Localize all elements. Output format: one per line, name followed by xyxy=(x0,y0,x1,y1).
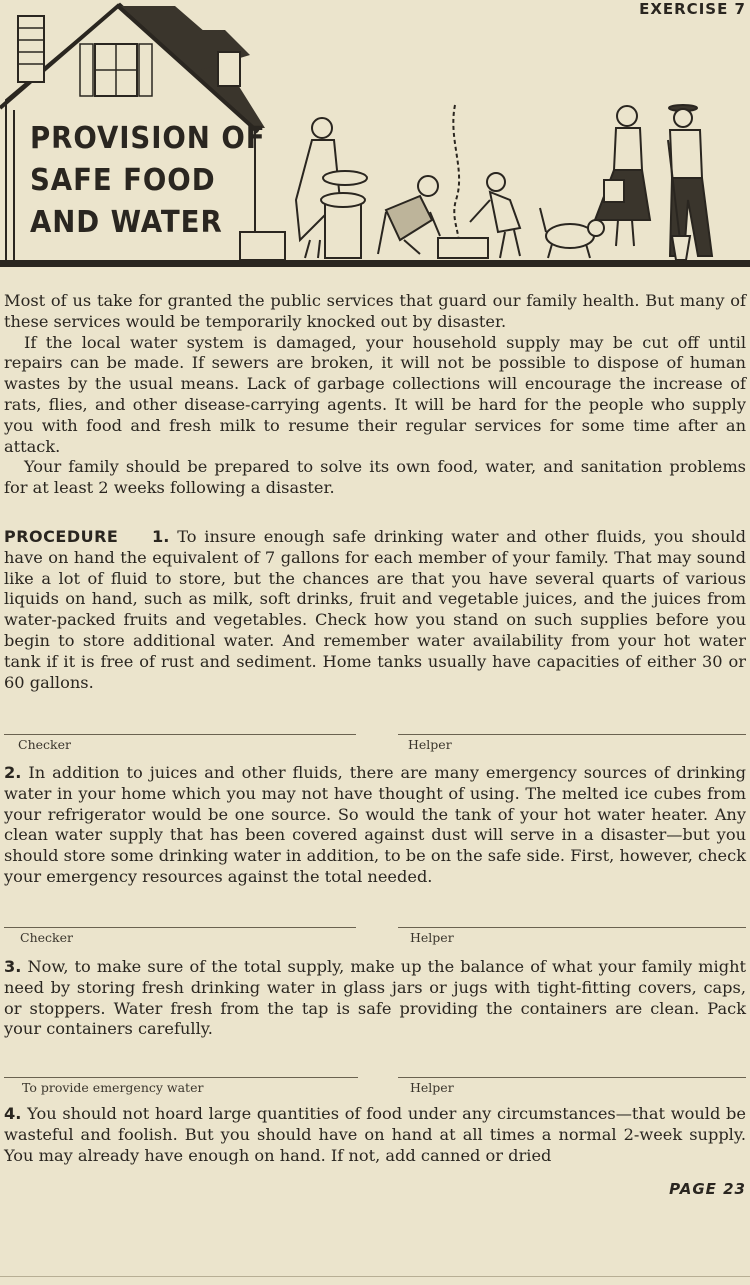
helper-signature-line[interactable] xyxy=(398,927,746,947)
signature-label: Checker xyxy=(20,930,73,945)
helper-signature-line[interactable] xyxy=(398,1077,746,1097)
smoke xyxy=(453,105,459,250)
procedure-step-2 xyxy=(4,763,746,888)
ground-rule xyxy=(0,260,750,267)
signature-label: Helper xyxy=(408,737,452,752)
shutter-right xyxy=(139,44,152,96)
title-line: AND WATER xyxy=(30,205,223,240)
exercise-title xyxy=(30,118,266,244)
step-1-rest: of your family. That may sound like a lot of fluid to store, but the chances are that you have several quarts of various liquids on hand, such as milk, soft drinks, fruit and vegetable juices, and the juices from water-packed fruits and vegetables. Check how you stand on such supplies before you begin to store additional water. And remember water availability from your hot water tank if it is free of rust and sediment. Home tanks usually have capacities of either 30 or 60 gallons. xyxy=(4,547,747,692)
signature-label: Helper xyxy=(410,1080,454,1095)
step-2-text: In addition to juices and other fluids, there are many emergency sources of drinking water in your home which you may not have thought of using. The melted ice cubes from your refrigerator would be one source. So would the tank of your hot water heater. Any clean water supply that has been covered against dust will serve in a disaster—but you should store some drinking water in addition, to be on the safe side. First, however, check your emergency resources against the total needed. xyxy=(4,763,746,886)
step-number: 2. xyxy=(4,763,22,782)
chimney xyxy=(18,16,44,82)
campfire-bricks xyxy=(438,238,488,258)
checker-signature-line[interactable] xyxy=(4,734,356,754)
dog xyxy=(540,208,604,258)
emergency-water-signature-line[interactable] xyxy=(4,1077,358,1097)
procedure-step-4 xyxy=(4,1104,746,1166)
procedure-step-3 xyxy=(4,957,746,1040)
woman-with-garbage-can xyxy=(296,118,367,258)
step-number: 4. xyxy=(4,1104,22,1123)
intro-paragraph: If the local water system is damaged, your household supply may be cut off until repairs can be made. If sewers are broken, it will not be possible to dispose of human wastes by the usual means. Lack of garbage collections will encourage the increase of rats, flies, and other disease-carrying agents. It will be hard for the people who supply you with food and fresh milk to resume their regular services for some time after an attack. xyxy=(4,332,746,456)
step-number: 1. xyxy=(151,527,170,546)
exercise-label: EXERCISE 7 xyxy=(639,0,746,18)
step-1-first: To insure enough safe drinking water and other fluids, you should have on hand the equivalent of 7 gallons for each member xyxy=(4,527,746,567)
title-line: SAFE FOOD xyxy=(30,163,216,198)
step-4-text: You should not hoard large quantities of food under any circumstances—that would be wasteful and foolish. But you should have on hand at all times a normal 2-week supply. You may already have enough on hand. If not, add canned or dried xyxy=(4,1104,746,1165)
page-number: PAGE 23 xyxy=(669,1180,746,1198)
bottom-divider xyxy=(0,1276,750,1277)
step-number: 3. xyxy=(4,957,22,976)
man-with-shovel xyxy=(668,105,712,260)
shutter-left xyxy=(80,44,93,96)
signature-label: To provide emergency water xyxy=(22,1080,204,1095)
title-line: PROVISION OF xyxy=(30,121,266,156)
procedure-label: PROCEDURE xyxy=(4,527,119,546)
checker-signature-line[interactable] xyxy=(4,927,356,947)
signature-label: Checker xyxy=(18,737,71,752)
intro-paragraph: Most of us take for granted the public services that guard our family health. But many of these services would be temporarily knocked out by disaster. xyxy=(4,291,746,331)
signature-label: Helper xyxy=(410,930,454,945)
intro-section xyxy=(4,291,746,499)
procedure-step-1 xyxy=(4,527,746,693)
window-dormer xyxy=(218,52,240,86)
helper-signature-line[interactable] xyxy=(398,734,746,754)
boy-kneeling xyxy=(378,176,440,254)
step-3-text: Now, to make sure of the total supply, make up the balance of what your family might need by storing fresh drinking water in glass jars or jugs with tight-fitting covers, caps, or stoppers. Water fresh from the tap is safe providing the containers are clean. Pack your containers carefully. xyxy=(4,957,746,1039)
intro-paragraph: Your family should be prepared to solve its own food, water, and sanitation problems for at least 2 weeks following a disaster. xyxy=(4,457,746,498)
